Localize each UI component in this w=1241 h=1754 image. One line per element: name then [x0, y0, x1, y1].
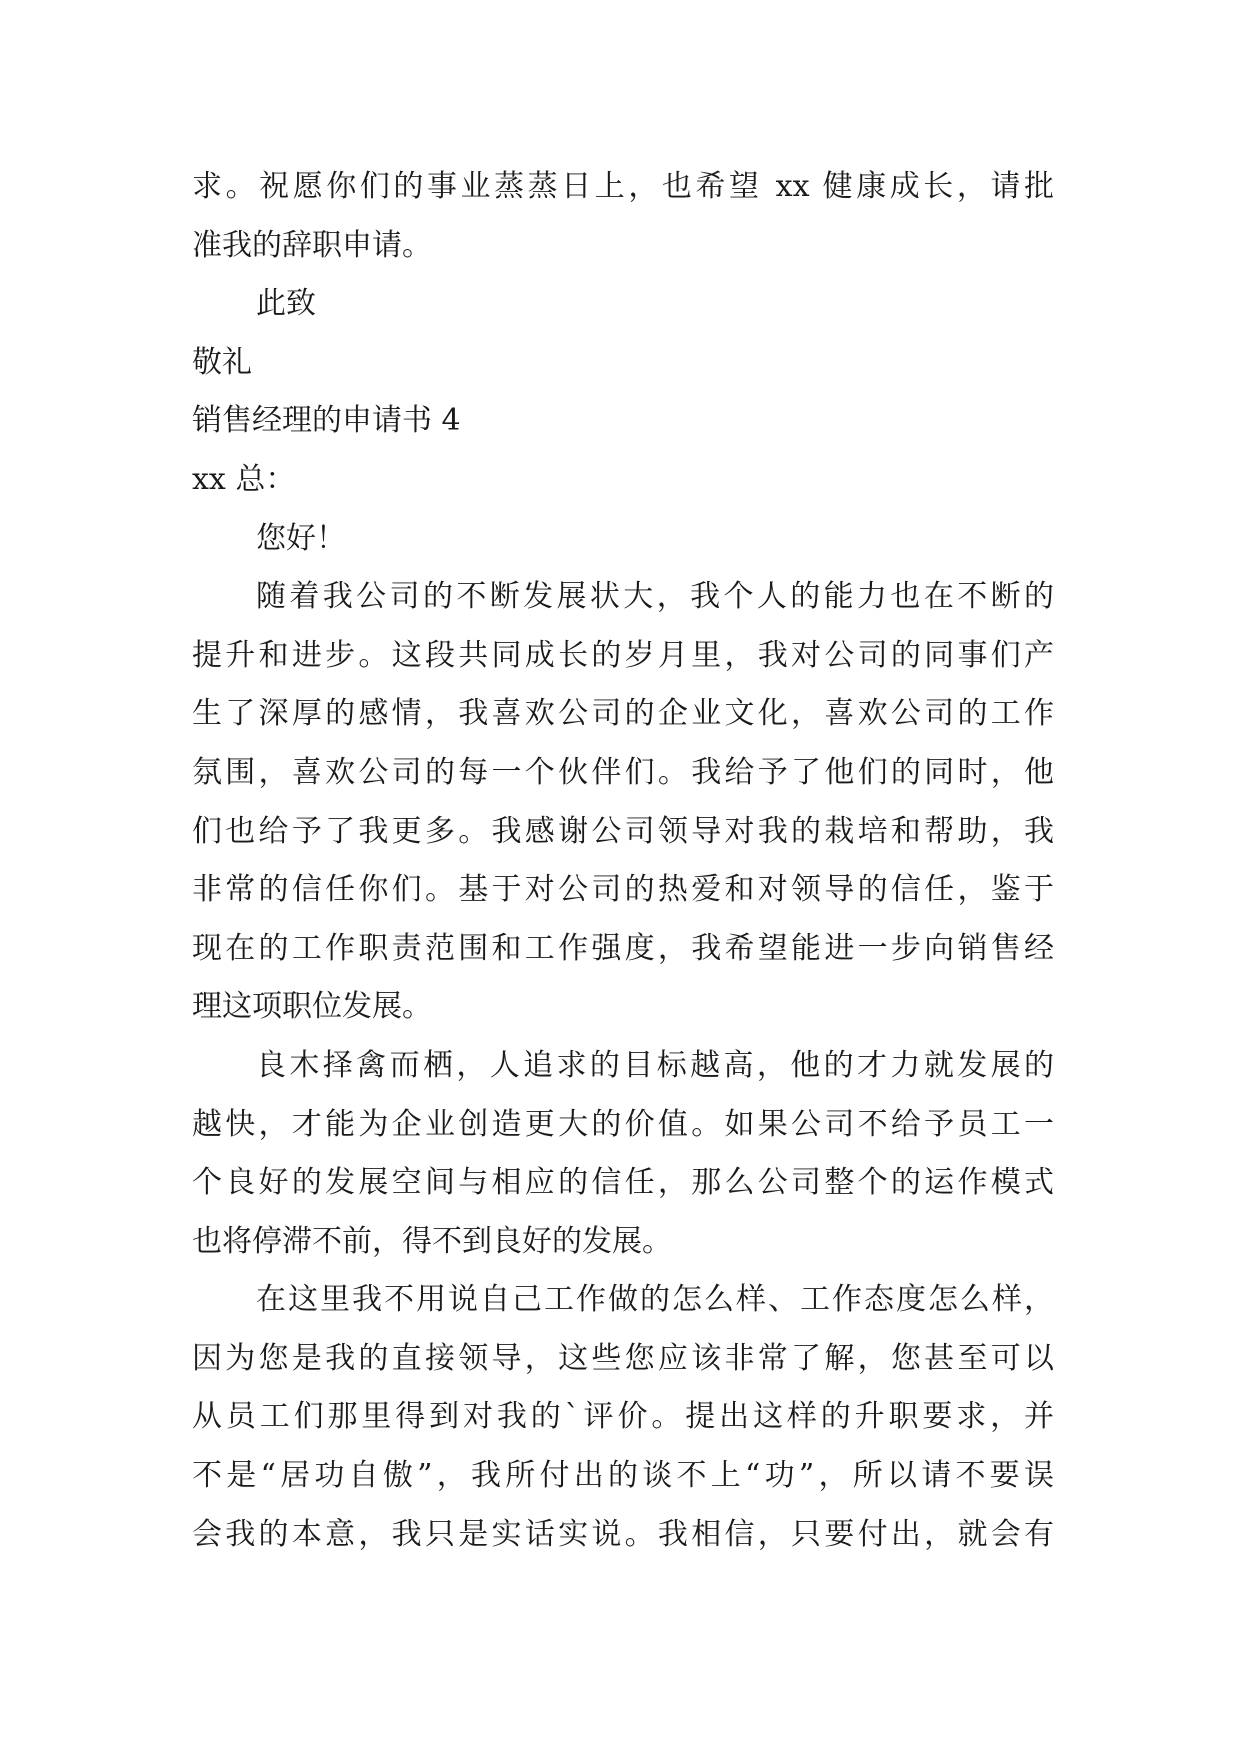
text-line: 也将停滞不前，得不到良好的发展。 — [192, 1223, 672, 1259]
text-line: 随着我公司的不断发展状大，我个人的能力也在不断的 — [256, 579, 1054, 615]
text-line: 非常的信任你们。基于对公司的热爱和对领导的信任，鉴于 — [192, 872, 1054, 908]
text-line: 会我的本意，我只是实话实说。我相信，只要付出，就会有 — [192, 1516, 1054, 1552]
text-line: 求。祝愿你们的事业蒸蒸日上，也希望 xx 健康成长，请批 — [192, 169, 1054, 204]
text-line: 良木择禽而栖，人追求的目标越高，他的才力就发展的 — [256, 1047, 1054, 1083]
text-line: 们也给予了我更多。我感谢公司领导对我的栽培和帮助，我 — [192, 813, 1054, 849]
text-line: 从员工们那里得到对我的`评价。提出这样的升职要求，并 — [192, 1399, 1054, 1435]
text-line: 氛围，喜欢公司的每一个伙伴们。我给予了他们的同时，他 — [192, 754, 1054, 790]
section-title: 销售经理的申请书 4 — [192, 403, 461, 439]
closing-line: 此致 — [256, 286, 316, 322]
text-line: 不是“居功自傲”，我所付出的谈不上“功”，所以请不要误 — [192, 1458, 1054, 1494]
text-line: 理这项职位发展。 — [192, 989, 432, 1025]
addressee: xx 总： — [192, 461, 296, 497]
text-line: 越快，才能为企业创造更大的价值。如果公司不给予员工一 — [192, 1106, 1054, 1142]
document-page — [192, 158, 1054, 1564]
closing-salutation: 敬礼 — [192, 344, 252, 380]
greeting: 您好！ — [256, 520, 346, 556]
text-line: 提升和进步。这段共同成长的岁月里，我对公司的同事们产 — [192, 637, 1054, 673]
text-line: 准我的辞职申请。 — [192, 227, 432, 263]
text-line: 生了深厚的感情，我喜欢公司的企业文化，喜欢公司的工作 — [192, 696, 1054, 732]
text-line: 现在的工作职责范围和工作强度，我希望能进一步向销售经 — [192, 930, 1054, 966]
text-line: 个良好的发展空间与相应的信任，那么公司整个的运作模式 — [192, 1165, 1054, 1201]
text-line: 因为您是我的直接领导，这些您应该非常了解，您甚至可以 — [192, 1340, 1054, 1376]
text-line: 在这里我不用说自己工作做的怎么样、工作态度怎么样， — [256, 1282, 1054, 1318]
